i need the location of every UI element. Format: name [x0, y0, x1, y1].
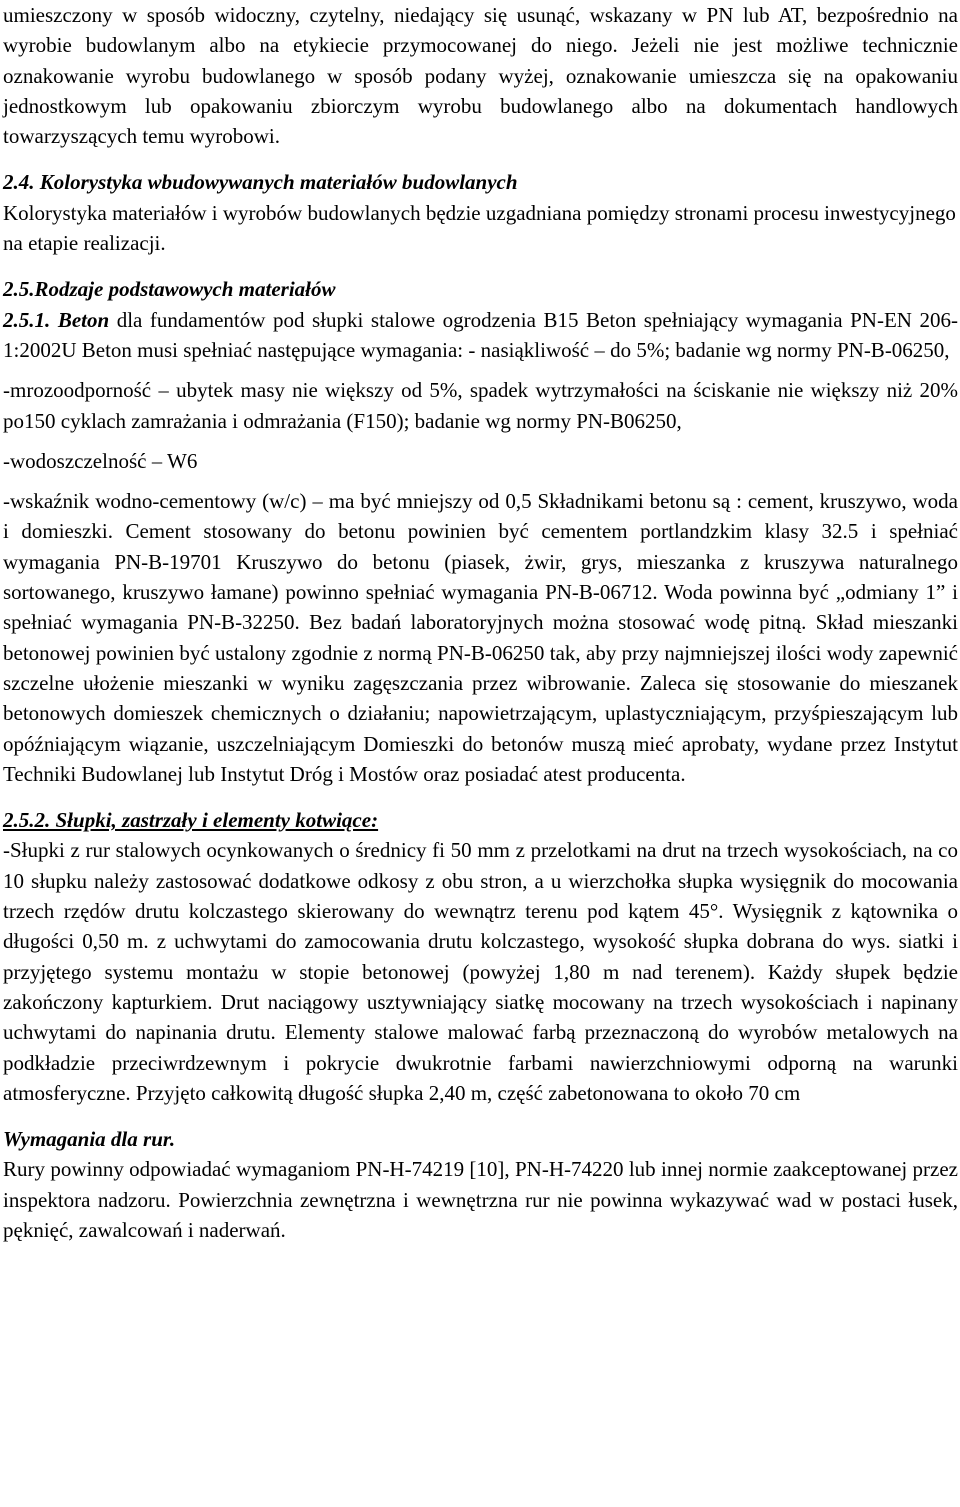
section-2-5-heading: 2.5.Rodzaje podstawowych materiałów [3, 277, 336, 302]
section-2-5-2-heading: 2.5.2. Słupki, zastrzały i elementy kotwiące: [3, 808, 379, 833]
intro-paragraph: umieszczony w sposób widoczny, czytelny, niedający się usunąć, wskazany w PN lub AT, bezpośrednio na wyrobie budowlanym albo na etykiecie przymocowanej do niego. Jeżeli nie jest możliwe technicznie oznakowanie wyrobu budowlanego w sposób podany wyżej, oznakowanie umieszcza się na opakowaniu jednostkowym lub opakowaniu zbiorczym wyrobu budowlanego albo na dokumentach handlowych towarzyszących temu wyrobowi. [3, 3, 958, 149]
section-2-5-1-text: dla fundamentów pod słupki stalowe ogrodzenia B15 Beton spełniający wymagania PN-EN 206-1:2002U Beton musi spełniać następujące wymagania: - nasiąkliwość ⎯ do 5%; badanie wg normy PN-B-06250, [3, 307, 959, 362]
water-cement-paragraph: -wskaźnik wodno-cementowy (w/c) ⎯ ma być mniejszy od 0,5 Składnikami betonu są : cement, kruszywo, woda i domieszki. Cement stosowany do betonu powinien być cementem portlandzkim klasy 32.5 i spełniać wymagania PN-B-19701 Kruszywo do betonu (piasek, żwir, grys, mieszanka z kruszywa naturalnego sortowanego, kruszywo łamane) powinno spełniać wymagania PN-B-06712. Woda powinna być „odmiany 1” i spełniać wymagania PN-B-32250. Bez badań laboratoryjnych można stosować wodę pitną. Skład mieszanki betonowej powinien być ustalony zgodnie z normą PN-B-06250 tak, aby przy najmniejszej ilości wody zapewnić szczelne ułożenie mieszanki w wyniku zagęszczania przez wibrowanie. Zaleca się stosowanie do mieszanek betonowych domieszek chemicznych o działaniu; napowietrzającym, uplastyczniającym, przyśpieszającym lub opóźniającym wiązanie, uszczelniającym Domieszki do betonów muszą mieć aprobaty, wydane przez Instytut Techniki Budowlanej lub Instytut Dróg i Mostów oraz posiadać atest producenta. [3, 489, 958, 786]
frost-resistance-paragraph: -mrozoodporność ⎯ ubytek masy nie większy od 5%, spadek wytrzymałości na ściskanie nie większy niż 20% po150 cyklach zamrażania i odmrażania (F150); badanie wg normy PN-B06250, [3, 378, 958, 433]
pipes-requirements-body: Rury powinny odpowiadać wymaganiom PN-H-74219 [10], PN-H-74220 lub innej normie zaakceptowanej przez inspektora nadzoru. Powierzchnia zewnętrzna i wewnętrzna rur nie powinna wykazywać wad w postaci łusek, pęknięć, zawalcowań i naderwań. [3, 1157, 958, 1242]
section-2-5-1-title: Beton [57, 307, 110, 332]
section-2-5-1-number: 2.5.1. [3, 307, 51, 332]
water-tightness-paragraph: -wodoszczelność ⎯ W6 [3, 448, 198, 473]
section-2-5-1-paragraph [3, 305, 958, 366]
section-2-5-2-body: -Słupki z rur stalowych ocynkowanych o średnicy fi 50 mm z przelotkami na drut na trzech wysokościach, na co 10 słupku należy zastosować dodatkowe odkosy z obu stron, a u wierzchołka słupka wysięgnik do mocowania trzech rzędów drutu kolczastego skierowany do wewnątrz terenu pod kątem 45°. Wysięgnik z kątownika o długości 0,50 m. z uchwytami do zamocowania drutu kolczastego, wysokość słupka dobrana do wys. siatki i przyjętego systemu montażu w stopie betonowej (powyżej 1,80 m nad terenem). Każdy słupek będzie zakończony kapturkiem. Drut naciągowy usztywniający siatkę mocowany na trzech wysokościach i napinany uchwytami do napinania drutu. Elementy stalowe malować farbą przeznaczoną do wyrobów metalowych na podkładzie przeciwrdzewnym i pokrycie dwukrotnie farbami nawierzchniowymi odporną na warunki atmosferyczne. Przyjęto całkowitą długość słupka 2,40 m, część zabetonowana to około 70 cm [3, 838, 958, 1105]
section-2-4-body: Kolorystyka materiałów i wyrobów budowlanych będzie uzgadniana pomiędzy stronami procesu inwestycyjnego na etapie realizacji. [3, 200, 956, 256]
pipes-requirements-heading: Wymagania dla rur. [3, 1127, 176, 1152]
section-2-4-heading: 2.4. Kolorystyka wbudowywanych materiałów budowlanych [3, 170, 518, 195]
